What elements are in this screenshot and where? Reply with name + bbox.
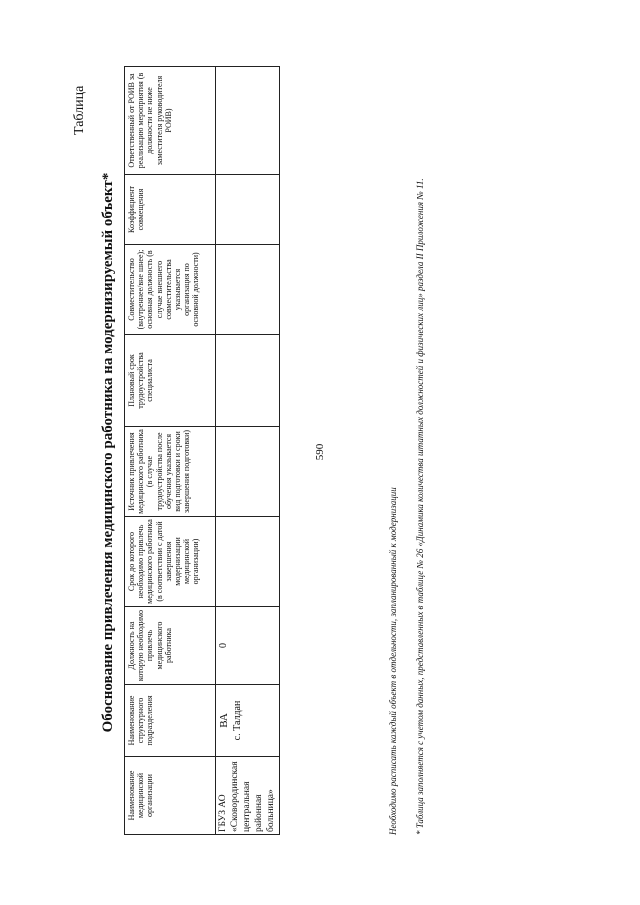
- header-cell: Коэффициент совмещения: [125, 175, 216, 245]
- unit-cell: [216, 685, 280, 757]
- coefficient-cell: [216, 175, 280, 245]
- page-number: 590: [314, 443, 326, 461]
- header-cell: Ответственный от РОИВ за реализацию мероприятия (в должности не ниже заместителя руководителя РОИВ): [125, 67, 216, 175]
- organization-cell: ГБУЗ АО «Сковородинская центральная районная больница»: [216, 757, 280, 835]
- table-row: [216, 67, 280, 835]
- table-header-row: [125, 67, 216, 835]
- table-label: Таблица: [72, 85, 87, 135]
- unit-place: с. Талдан: [231, 700, 243, 741]
- header-cell: Наименование медицинской организации: [125, 757, 216, 835]
- responsible-cell: [216, 67, 280, 175]
- source-cell: [216, 427, 280, 517]
- header-cell: Должность на которую необходимо привлечь медицинского работника: [125, 607, 216, 685]
- header-cell: Наименование структурного подразделения: [125, 685, 216, 757]
- position-cell: 0: [216, 607, 280, 685]
- header-cell: Плановый срок трудоустройства специалиста: [125, 335, 216, 427]
- combination-cell: [216, 245, 280, 335]
- header-cell: Совместительство (внутреннее/вне шнее); основная должность (в случае внешнего совместительства указывается организация по основной должности): [125, 245, 216, 335]
- unit-code: ВА: [218, 713, 230, 728]
- header-cell: Источник привлечения медицинского работника (в случае трудоустройства после обучения указывается вид подготовки и сроки завершения подготовки): [125, 427, 216, 517]
- planned-date-cell: [216, 335, 280, 427]
- document-title: Обоснование привлечения медицинского работника на модернизируемый объект*: [100, 172, 116, 733]
- justification-table: [124, 66, 280, 835]
- instruction-note: Необходимо расписать каждый объект в отдельности, запланированный к модернизации: [388, 487, 398, 835]
- footnote: * Таблица заполняется с учетом данных, представленных в таблице № 26 «Динамика количества штатных должностей и физических лиц» раздела II Приложения № 11.: [415, 178, 425, 835]
- deadline-cell: [216, 517, 280, 607]
- header-cell: Срок до которого необходимо привлечь медицинского работника (в соответствии с датой завершения модернизации медицинской организации): [125, 517, 216, 607]
